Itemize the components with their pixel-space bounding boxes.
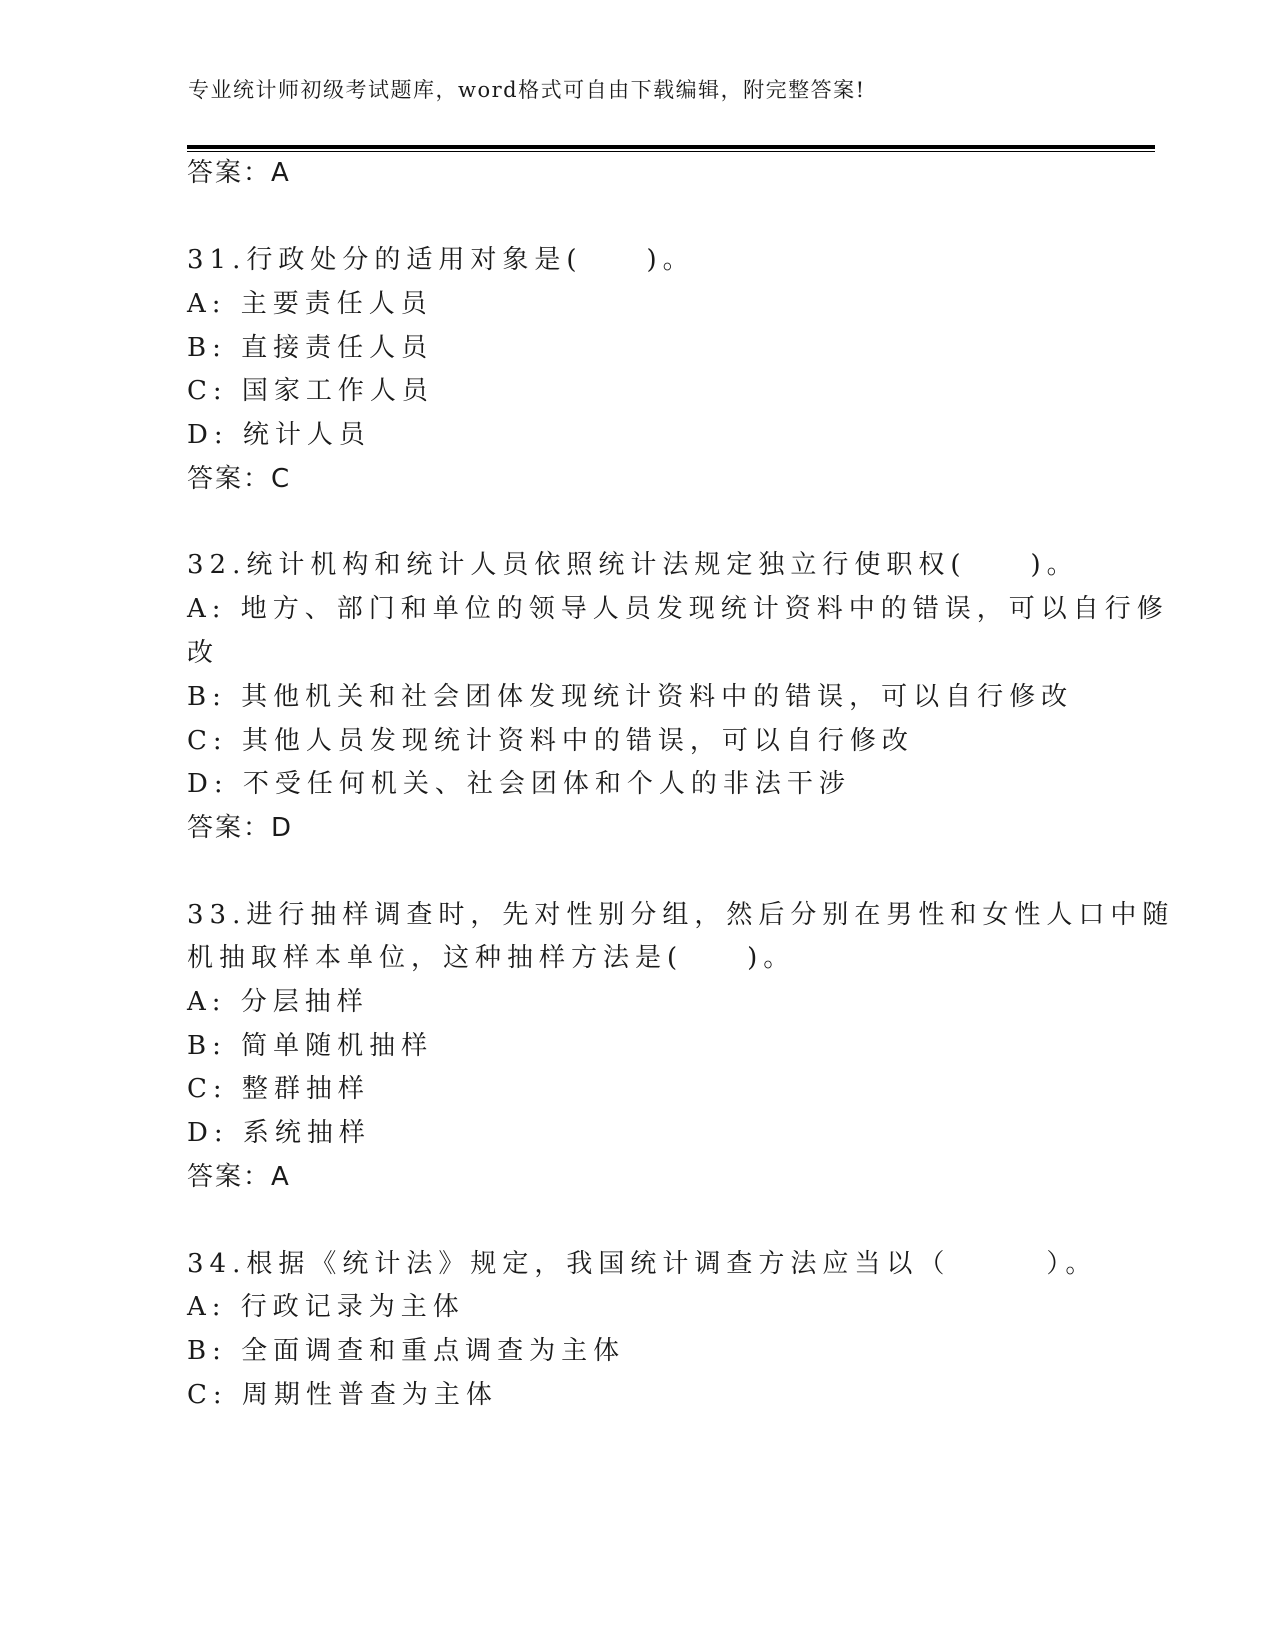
question-33-option-d: D: 系统抽样 xyxy=(187,1118,371,1148)
question-32-option-a-cont: 改 xyxy=(187,638,220,668)
header-rule-thin xyxy=(187,151,1155,152)
question-31-option-c: C: 国家工作人员 xyxy=(187,376,434,406)
page-header: 专业统计师初级考试题库，word格式可自由下载编辑，附完整答案! xyxy=(188,78,866,102)
question-31-option-d: D: 统计人员 xyxy=(187,420,371,450)
question-34-option-c: C: 周期性普查为主体 xyxy=(187,1380,498,1410)
answer-30: 答案：A xyxy=(187,158,291,188)
question-33-stem-cont: 机抽取样本单位，这种抽样方法是( )。 xyxy=(187,943,796,973)
question-32-stem: 32.统计机构和统计人员依照统计法规定独立行使职权( )。 xyxy=(187,550,1079,580)
question-31-stem: 31.行政处分的适用对象是( )。 xyxy=(187,245,695,275)
question-33-option-a: A: 分层抽样 xyxy=(187,987,369,1017)
question-33-option-c: C: 整群抽样 xyxy=(187,1074,370,1104)
question-33-answer: 答案：A xyxy=(187,1162,291,1192)
question-31-option-b: B: 直接责任人员 xyxy=(187,333,434,363)
question-32-option-b: B: 其他机关和社会团体发现统计资料中的错误，可以自行修改 xyxy=(187,682,1074,712)
question-31-answer: 答案：C xyxy=(187,464,292,494)
question-34-option-b: B: 全面调查和重点调查为主体 xyxy=(187,1336,626,1366)
question-32-answer: 答案：D xyxy=(187,813,294,843)
header-rule-thick xyxy=(187,145,1155,149)
question-33-stem: 33.进行抽样调查时，先对性别分组，然后分别在男性和女性人口中随 xyxy=(187,900,1175,930)
question-34-stem: 34.根据《统计法》规定，我国统计调查方法应当以（ ）。 xyxy=(187,1249,1098,1279)
question-32-option-a: A: 地方、部门和单位的领导人员发现统计资料中的错误，可以自行修 xyxy=(187,594,1169,624)
question-33-option-b: B: 简单随机抽样 xyxy=(187,1031,434,1061)
question-32-option-c: C: 其他人员发现统计资料中的错误，可以自行修改 xyxy=(187,726,914,756)
question-32-option-d: D: 不受任何机关、社会团体和个人的非法干涉 xyxy=(187,769,851,799)
question-31-option-a: A: 主要责任人员 xyxy=(187,289,433,319)
question-34-option-a: A: 行政记录为主体 xyxy=(187,1292,465,1322)
